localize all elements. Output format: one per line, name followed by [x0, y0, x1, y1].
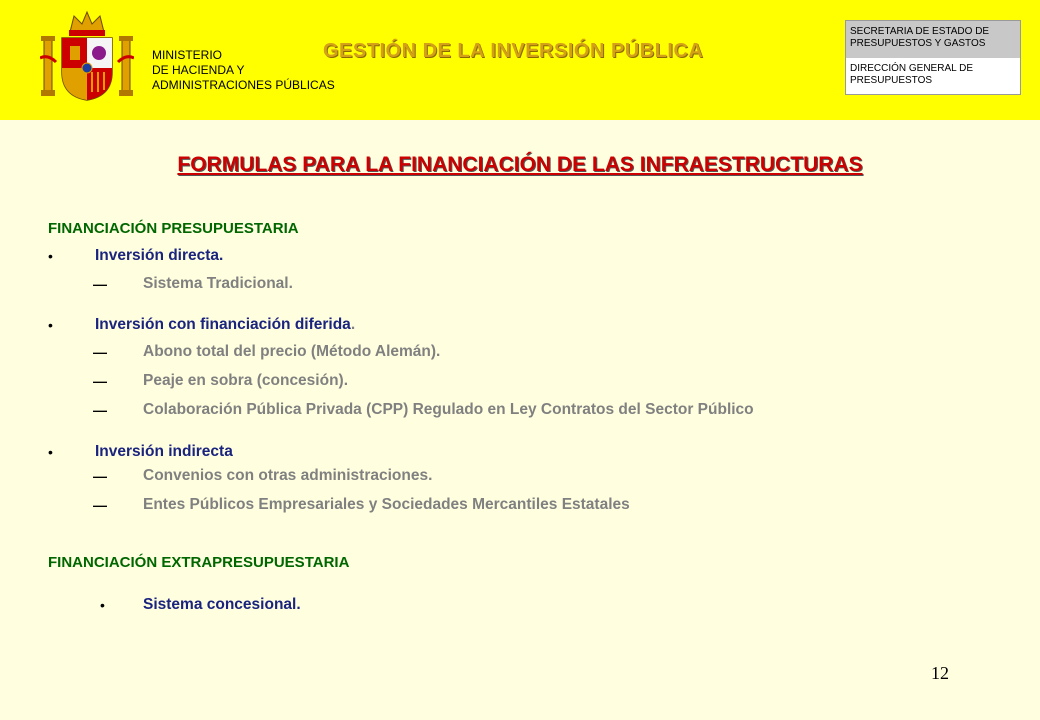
- secretaria-label: SECRETARIA DE ESTADO DE PRESUPUESTOS Y GASTOS: [846, 21, 1020, 58]
- item-inversion-indirecta: Inversión indirecta: [95, 443, 233, 460]
- header-bar: [0, 0, 1040, 120]
- item-inversion-diferida-text: Inversión con financiación diferida: [95, 316, 351, 333]
- bullet-marker: •: [48, 248, 53, 264]
- section-heading-extrapresupuestaria: FINANCIACIÓN EXTRAPRESUPUESTARIA: [48, 554, 350, 571]
- sub-item-metodo-aleman: Abono total del precio (Método Alemán).: [143, 343, 441, 360]
- ministry-line-2: DE HACIENDA Y: [152, 63, 245, 77]
- ministry-line-3: ADMINISTRACIONES PÚBLICAS: [152, 78, 335, 92]
- page-title: FORMULAS PARA LA FINANCIACIÓN DE LAS INFRAESTRUCTURAS: [177, 153, 863, 176]
- item-inversion-directa: Inversión directa.: [95, 247, 224, 264]
- sub-item-sistema-tradicional: Sistema Tradicional.: [143, 275, 293, 292]
- direccion-label: DIRECCIÓN GENERAL DE PRESUPUESTOS: [846, 58, 1020, 94]
- bullet-marker: •: [48, 444, 53, 460]
- department-box: [845, 20, 1021, 95]
- item-inversion-diferida-period: .: [350, 316, 356, 333]
- dash-marker: —: [93, 373, 107, 389]
- sub-item-entes-publicos: Entes Públicos Empresariales y Sociedades Mercantiles Estatales: [143, 496, 630, 513]
- ministry-line-1: MINISTERIO: [152, 48, 223, 62]
- header-title: GESTIÓN DE LA INVERSIÓN PÚBLICA: [323, 40, 704, 62]
- dash-marker: —: [93, 276, 107, 292]
- ministry-name: [152, 48, 335, 93]
- sub-item-convenios: Convenios con otras administraciones.: [143, 467, 433, 484]
- page-number: 12: [931, 663, 949, 683]
- sub-item-cpp: Colaboración Pública Privada (CPP) Regulado en Ley Contratos del Sector Público: [143, 401, 754, 418]
- section-heading-presupuestaria: FINANCIACIÓN PRESUPUESTARIA: [48, 220, 299, 237]
- dash-marker: —: [93, 344, 107, 360]
- sub-item-peaje-en-sombra: Peaje en sobra (concesión).: [143, 372, 349, 389]
- item-sistema-concesional: Sistema concesional.: [143, 596, 301, 613]
- bullet-marker: •: [100, 597, 105, 613]
- dash-marker: —: [93, 497, 107, 513]
- coat-of-arms-logo: [40, 10, 134, 102]
- dash-marker: —: [93, 468, 107, 484]
- bullet-marker: •: [48, 317, 53, 333]
- item-inversion-diferida: [95, 316, 355, 334]
- dash-marker: —: [93, 402, 107, 418]
